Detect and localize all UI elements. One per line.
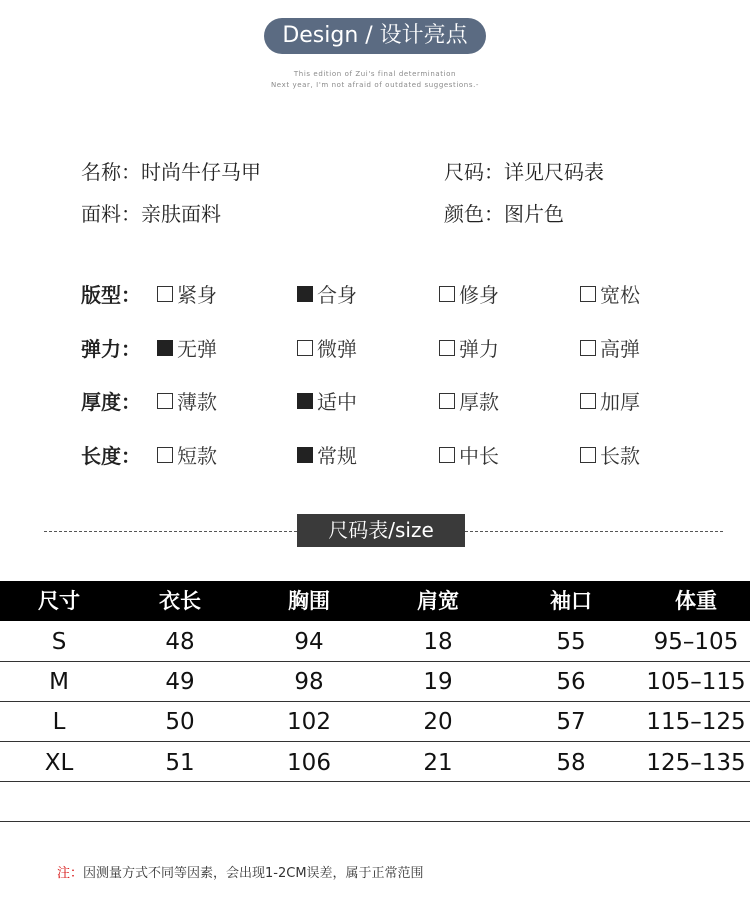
table-cell: 21: [423, 750, 453, 776]
table-cell: 98: [294, 669, 324, 695]
table-cell: 115–125: [646, 709, 746, 735]
option-length-long: 长款: [580, 440, 640, 469]
checkbox-icon: [580, 393, 596, 409]
table-cell: 55: [556, 629, 586, 655]
option-length-short: 短款: [157, 440, 217, 469]
option-elasticity-high: 高弹: [580, 333, 640, 362]
checkbox-icon: [297, 447, 313, 463]
column-header-cuff: 袖口: [550, 589, 592, 613]
option-fit-slim: 修身: [439, 279, 499, 308]
table-cell: L: [52, 709, 66, 735]
table-cell: XL: [44, 750, 74, 776]
checkbox-icon: [580, 447, 596, 463]
table-cell: 18: [423, 629, 453, 655]
option-thickness-medium: 适中: [297, 386, 357, 415]
product-name: 名称：时尚牛仔马甲: [81, 160, 261, 184]
table-cell: 50: [165, 709, 195, 735]
measurement-note: [57, 862, 424, 881]
row-divider: [0, 781, 750, 782]
product-color: 颜色：图片色: [444, 202, 564, 226]
column-header-weight: 体重: [675, 589, 717, 613]
checkbox-icon: [157, 340, 173, 356]
dashed-divider-left: [44, 531, 297, 532]
table-cell: 20: [423, 709, 453, 735]
option-label-fit: 版型：: [81, 283, 141, 307]
option-elasticity-none: 无弹: [157, 333, 217, 362]
option-thickness-thin: 薄款: [157, 386, 217, 415]
table-cell: 94: [294, 629, 324, 655]
table-cell: 95–105: [653, 629, 739, 655]
checkbox-icon: [157, 286, 173, 302]
row-divider: [0, 741, 750, 742]
table-cell: S: [51, 629, 67, 655]
option-elasticity-stretch: 弹力: [439, 333, 499, 362]
checkbox-icon: [439, 286, 455, 302]
checkbox-icon: [439, 447, 455, 463]
subtitle-line-1: This edition of Zui's final determination: [293, 70, 457, 78]
table-cell: 51: [165, 750, 195, 776]
dashed-divider-right: [465, 531, 723, 532]
checkbox-icon: [580, 340, 596, 356]
option-length-regular: 常规: [297, 440, 357, 469]
table-cell: 58: [556, 750, 586, 776]
checkbox-icon: [580, 286, 596, 302]
table-row: [0, 702, 750, 742]
column-header-chest: 胸围: [288, 589, 330, 613]
checkbox-icon: [157, 393, 173, 409]
option-thickness-thick: 厚款: [439, 386, 499, 415]
size-table-header: [0, 581, 750, 621]
table-cell: 56: [556, 669, 586, 695]
table-cell: 105–115: [646, 669, 746, 695]
option-fit-loose: 宽松: [580, 279, 640, 308]
size-chart-title: 尺码表/size: [297, 514, 465, 547]
option-fit-regular: 合身: [297, 279, 357, 308]
option-label-thickness: 厚度：: [81, 390, 141, 414]
table-cell: 125–135: [646, 750, 746, 776]
checkbox-icon: [439, 393, 455, 409]
checkbox-icon: [157, 447, 173, 463]
checkbox-icon: [297, 340, 313, 356]
product-fabric: 面料：亲肤面料: [81, 202, 221, 226]
table-row: [0, 743, 750, 783]
design-title-pill: Design / 设计亮点: [264, 18, 486, 54]
option-length-mid: 中长: [439, 440, 499, 469]
subtitle-line-2: Next year, I'm not afraid of outdated suggestions.-: [270, 81, 480, 89]
column-header-length: 衣长: [159, 589, 201, 613]
table-cell: 102: [287, 709, 331, 735]
note-prefix: 注：: [57, 866, 84, 881]
checkbox-icon: [439, 340, 455, 356]
table-cell: 106: [287, 750, 331, 776]
table-cell: 57: [556, 709, 586, 735]
option-label-length: 长度：: [81, 444, 141, 468]
table-cell: 19: [423, 669, 453, 695]
option-elasticity-slight: 微弹: [297, 333, 357, 362]
table-row: [0, 622, 750, 662]
table-cell: 48: [165, 629, 195, 655]
checkbox-icon: [297, 286, 313, 302]
table-row: [0, 662, 750, 702]
table-cell: 49: [165, 669, 195, 695]
option-label-elasticity: 弹力：: [81, 337, 141, 361]
table-bottom-border: [0, 821, 750, 822]
note-text: 因测量方式不同等因素，会出现1-2CM误差，属于正常范围: [83, 866, 424, 881]
column-header-size: 尺寸: [38, 589, 80, 613]
table-cell: M: [49, 669, 69, 695]
checkbox-icon: [297, 393, 313, 409]
product-size: 尺码：详见尺码表: [444, 160, 604, 184]
option-fit-tight: 紧身: [157, 279, 217, 308]
option-thickness-extra: 加厚: [580, 386, 640, 415]
column-header-shoulder: 肩宽: [417, 589, 459, 613]
